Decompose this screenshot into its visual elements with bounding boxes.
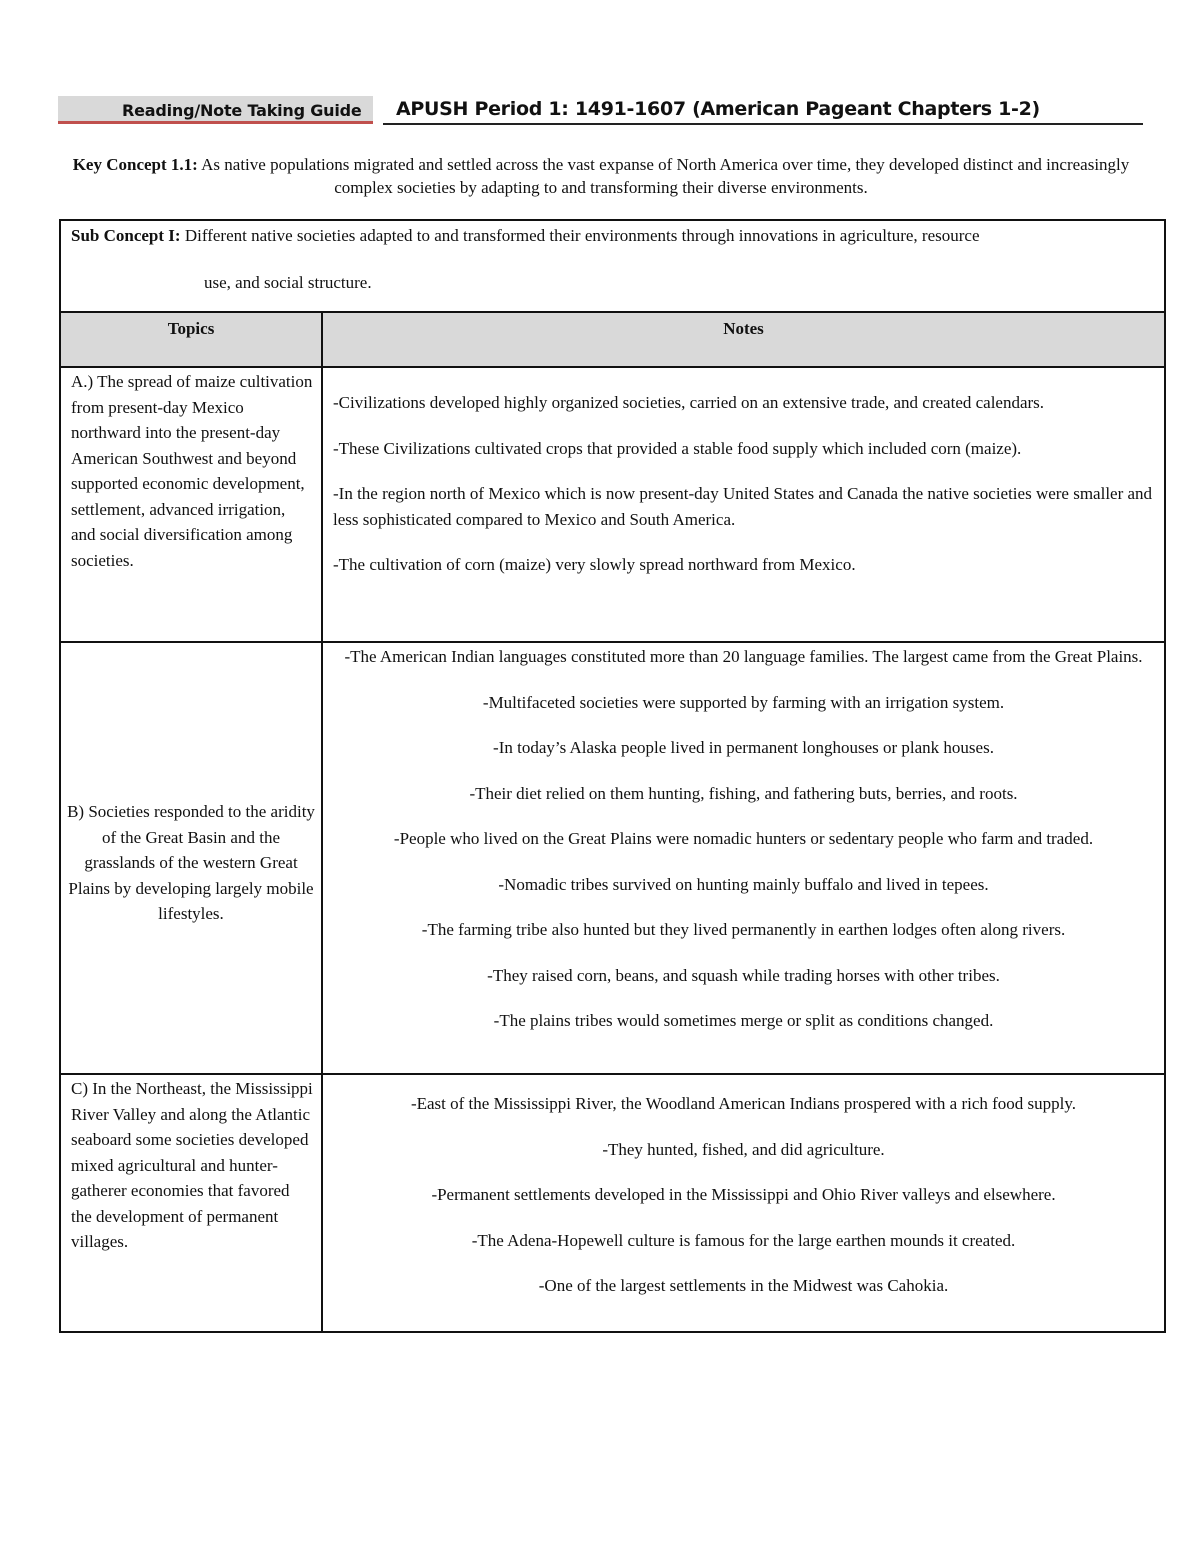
key-concept — [60, 153, 1142, 199]
notes-cell — [322, 1074, 1165, 1332]
key-concept-label: Key Concept 1.1: — [72, 155, 198, 174]
topic-cell — [60, 642, 322, 1074]
note-item: -The cultivation of corn (maize) very slowly spread northward from Mexico. — [333, 555, 856, 574]
table-row — [60, 1074, 1165, 1332]
note-item: -The farming tribe also hunted but they lived permanently in earthen lodges often along rivers. — [421, 920, 1066, 939]
column-header-topics: Topics — [60, 312, 322, 367]
header-divider — [373, 96, 383, 124]
note-item: -Civilizations developed highly organized societies, carried on an extensive trade, and created calendars. — [333, 393, 1045, 412]
topic-cell: C) In the Northeast, the Mississippi River Valley and along the Atlantic seaboard some societies developed mixed agricultural and hunter-gatherer economies that favored the development of permanent villages. — [60, 1074, 322, 1332]
note-item: -The plains tribes would sometimes merge or split as conditions changed. — [493, 1011, 994, 1030]
note-item: -Their diet relied on them hunting, fishing, and fathering buts, berries, and roots. — [469, 783, 1018, 803]
note-item: -People who lived on the Great Plains were nomadic hunters or sedentary people who farm and traded. — [393, 829, 1094, 848]
key-concept-text: As native populations migrated and settled across the vast expanse of North America over time, they developed distinct and increasingly complex societies by adapting to and transforming their diverse environments. — [197, 155, 1130, 197]
note-item: -In today’s Alaska people lived in permanent longhouses or plank houses. — [493, 738, 994, 757]
notes-table — [59, 219, 1166, 1333]
guide-label-box — [58, 96, 383, 124]
topic-text: B) Societies responded to the aridity of the Great Basin and the grasslands of the western Great Plains by developing largely mobile lifestyles. — [67, 802, 315, 924]
column-header-notes: Notes — [322, 312, 1165, 367]
topic-cell: A.) The spread of maize cultivation from present-day Mexico northward into the present-day American Southwest and beyond supported economic development, settlement, advanced irrigation, and social diversification among societies. — [60, 367, 322, 642]
notes-cell — [322, 367, 1165, 642]
note-item: -These Civilizations cultivated crops that provided a stable food supply which included corn (maize). — [333, 438, 1022, 458]
note-item: -They raised corn, beans, and squash while trading horses with other tribes. — [487, 965, 1000, 985]
note-item: -Permanent settlements developed in the Mississippi and Ohio River valleys and elsewhere. — [431, 1185, 1056, 1204]
sub-concept-label: Sub Concept I: — [71, 226, 181, 245]
note-item: -Nomadic tribes survived on hunting mainly buffalo and lived in tepees. — [498, 874, 989, 894]
note-item: -The American Indian languages constituted more than 20 language families. The largest came from the Great Plains. — [344, 647, 1143, 666]
note-item: -One of the largest settlements in the Midwest was Cahokia. — [538, 1276, 949, 1295]
sub-concept-cell — [60, 220, 1165, 312]
page-header — [58, 96, 1142, 126]
note-item: -The Adena-Hopewell culture is famous for the large earthen mounds it created. — [471, 1230, 1016, 1250]
sub-concept-text-2: use, and social structure. — [204, 272, 372, 292]
table-header-row — [60, 312, 1165, 367]
notes-cell — [322, 642, 1165, 1074]
page-title: APUSH Period 1: 1491-1607 (American Pageant Chapters 1-2) — [396, 98, 1040, 120]
guide-label: Reading/Note Taking Guide — [122, 101, 362, 120]
note-item: -In the region north of Mexico which is now present-day United States and Canada the native societies were smaller and less sophisticated compared to Mexico and South America. — [333, 484, 1153, 529]
note-item: -East of the Mississippi River, the Woodland American Indians prospered with a rich food supply. — [410, 1094, 1077, 1113]
title-underline — [383, 123, 1143, 125]
sub-concept-text-1: Different native societies adapted to and transformed their environments through innovations in agriculture, resource — [180, 226, 980, 245]
table-row — [60, 367, 1165, 642]
note-item: -Multifaceted societies were supported by farming with an irrigation system. — [482, 692, 1005, 712]
note-item: -They hunted, fished, and did agriculture. — [602, 1139, 885, 1159]
sub-concept-line1 — [71, 223, 1154, 249]
table-row — [60, 642, 1165, 1074]
